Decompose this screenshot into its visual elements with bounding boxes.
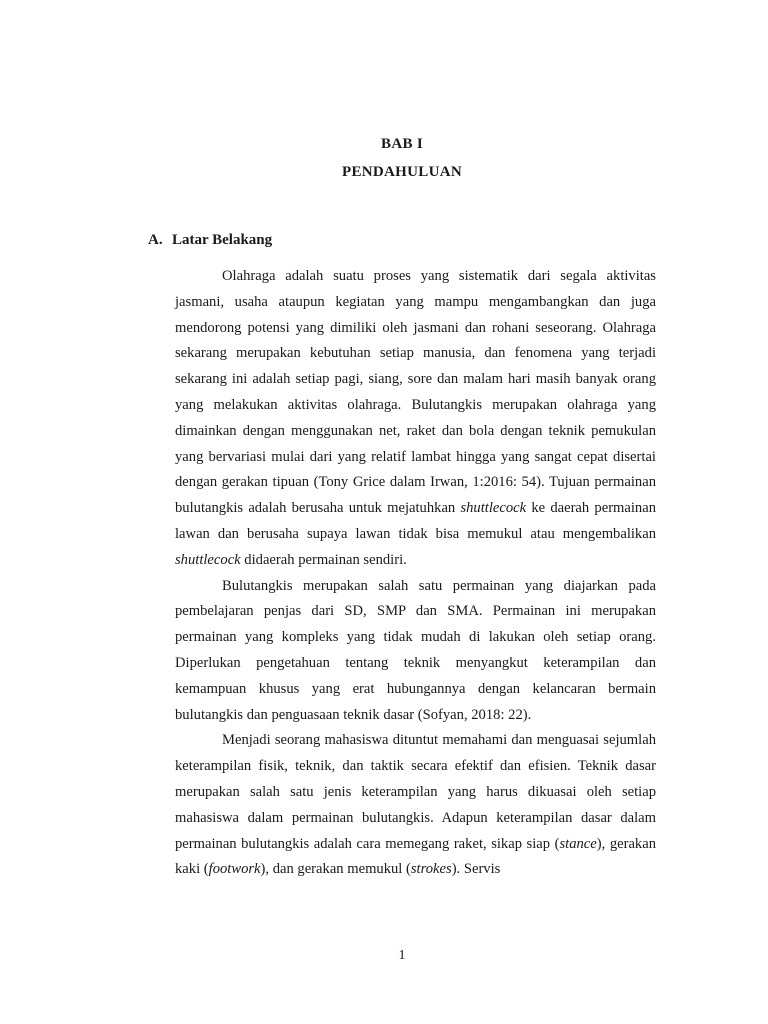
text-segment: didaerah permainan sendiri. bbox=[240, 551, 407, 568]
chapter-title: PENDAHULUAN bbox=[342, 164, 462, 180]
text-segment: ke daerah permainan lawan dan berusaha supaya lawan tidak bisa memukul atau mengembalikan bbox=[175, 500, 657, 542]
page-number: 1 bbox=[398, 948, 406, 963]
text-segment: ). Servis bbox=[451, 861, 501, 878]
paragraph bbox=[175, 728, 656, 883]
section-heading bbox=[148, 232, 272, 249]
section-letter: A. bbox=[148, 232, 163, 248]
body-text bbox=[175, 264, 656, 883]
paragraph bbox=[175, 574, 656, 729]
chapter-number: BAB I bbox=[381, 136, 423, 152]
italic-term: footwork bbox=[208, 861, 261, 878]
text-segment: ), gerakan kaki ( bbox=[175, 835, 657, 878]
text-segment: Olahraga adalah suatu proses yang sistematik dari segala aktivitas jasmani, usaha ataupun kegiatan yang mampu mengambangkan dan juga mendorong potensi yang dimiliki oleh jasmani dan rohani seseorang. Olahraga sekarang merupakan kebutuhan setiap manusia, dan fenomena yang terjadi sekarang ini adalah setiap pagi, siang, sore dan malam hari masih banyak orang yang melakukan aktivitas olahraga. Bulutangkis merupakan olahraga yang dimainkan dengan menggunakan net, raket dan bola dengan teknik pemukulan yang bervariasi mulai dari yang relatif lambat hingga yang sangat cepat disertai dengan gerakan tipuan (Tony Grice dalam Irwan, 1:2016: 54). Tujuan permainan bulutangkis adalah berusaha untuk mejatuhkan bbox=[175, 268, 656, 517]
paragraph bbox=[175, 264, 656, 574]
italic-term: shuttlecock bbox=[460, 500, 527, 517]
section-title: Latar Belakang bbox=[172, 232, 273, 248]
text-segment: ), dan gerakan memukul ( bbox=[260, 861, 411, 878]
text-segment: Bulutangkis merupakan salah satu permainan yang diajarkan pada pembelajaran penjas dari SD, SMP dan SMA. Permainan ini merupakan permainan yang kompleks yang tidak mudah di lakukan oleh setiap orang. Diperlukan pengetahuan tentang teknik menyangkut keterampilan dan kemampuan khusus yang erat hubungannya dengan kelancaran bermain bulutangkis dan penguasaan teknik dasar (Sofyan, 2018: 22). bbox=[175, 577, 656, 723]
italic-term: strokes bbox=[410, 861, 452, 878]
italic-term: stance bbox=[559, 835, 597, 852]
text-segment: Menjadi seorang mahasiswa dituntut memahami dan menguasai sejumlah keterampilan fisik, teknik, dan taktik secara efektif dan efisien. Teknik dasar merupakan salah satu jenis keterampilan yang harus dikuasai oleh setiap mahasiswa dalam permainan bulutangkis. Adapun keterampilan dasar dalam permainan bulutangkis adalah cara memegang raket, sikap siap ( bbox=[175, 732, 656, 852]
italic-term: shuttlecock bbox=[175, 551, 241, 568]
